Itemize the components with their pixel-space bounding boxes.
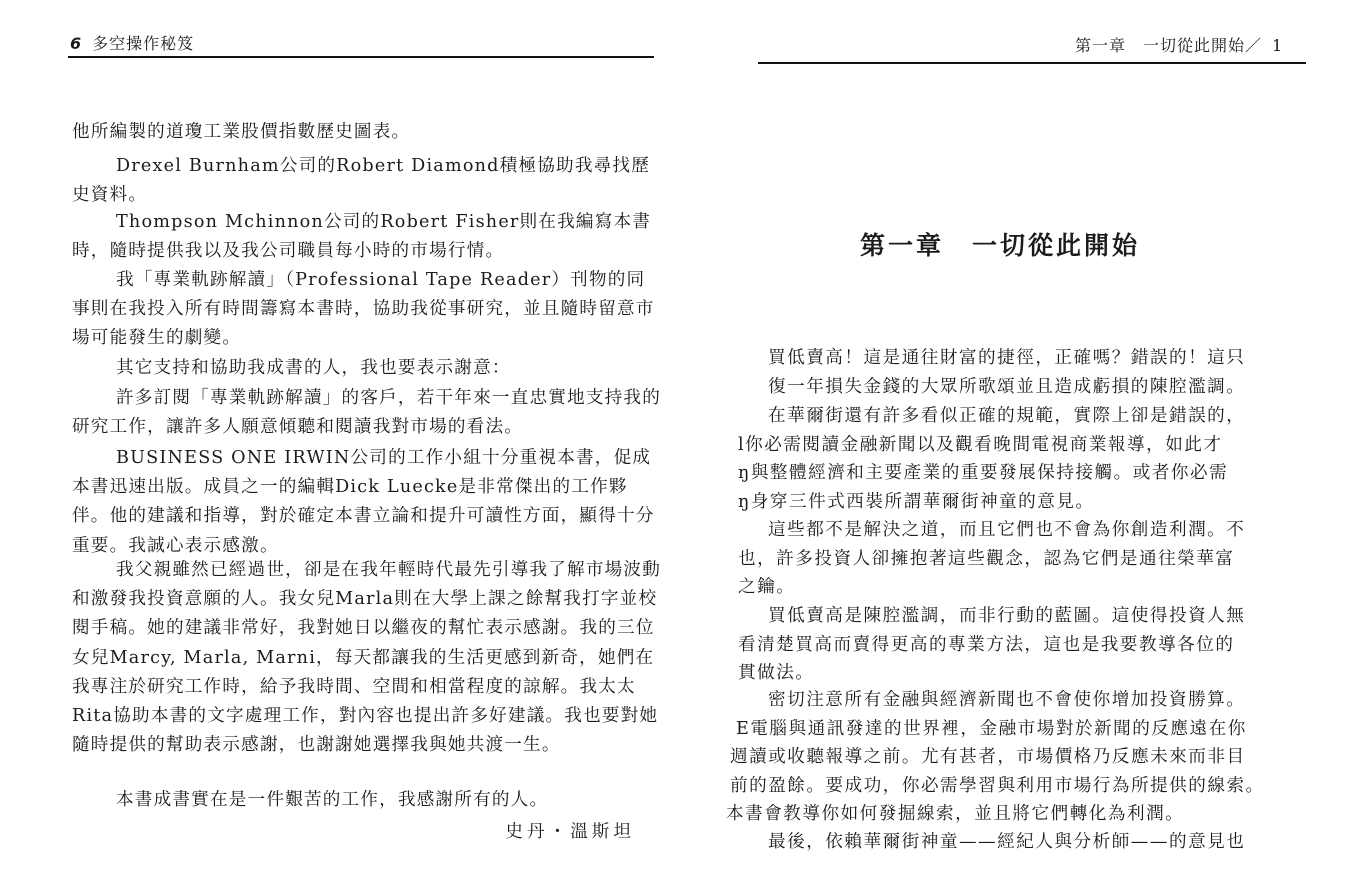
right-paragraph-line: 復一年損失金錢的大眾所歌頌並且造成虧損的陳腔濫調。 bbox=[768, 376, 1246, 397]
right-running-head bbox=[1075, 33, 1283, 56]
right-paragraph-line: E電腦與通訊發達的世界裡，金融市場對於新聞的反應遠在你 bbox=[736, 718, 1247, 739]
right-paragraph-line: l你必需閱讀金融新聞以及觀看晚間電視商業報導，如此才 bbox=[738, 434, 1223, 455]
left-paragraph: 他所編製的道瓊工業股價指數歷史圖表。 bbox=[72, 122, 411, 142]
right-paragraph-line: 最後，依賴華爾街神童——經紀人與分析師——的意見也 bbox=[768, 832, 1246, 852]
right-page-number: 1 bbox=[1272, 36, 1284, 55]
left-page-number: 6 bbox=[70, 34, 83, 53]
left-paragraph: BUSINESS ONE IRWIN公司的工作小組十分重視本書，促成本書迅速出版。成員之一的編輯Dick Luecke是非常傑出的工作夥伴。他的建議和指導，對於確定本書立論和提升可讀性方面，顯得十分重要。我誠心表示感激。 bbox=[72, 448, 655, 556]
right-paragraph-line: 週讀或收聽報導之前。尤有甚者，市場價格乃反應未來而非目 bbox=[730, 747, 1246, 768]
left-paragraph: 許多訂閱「專業軌跡解讀」的客戶，若干年來一直忠實地支持我的研究工作，讓許多人願意傾聽和閱讀我對市場的看法。 bbox=[72, 388, 662, 438]
right-paragraph-line: 前的盈餘。要成功，你必需學習與利用市場行為所提供的線索。 bbox=[730, 775, 1265, 796]
book-title: 多空操作秘笈 bbox=[92, 34, 195, 53]
left-paragraph: Drexel Burnham公司的Robert Diamond積極協助我尋找歷史資料。 bbox=[72, 156, 650, 206]
right-paragraph-line: 本書會教導你如何發掘線索，並且將它們轉化為利潤。 bbox=[726, 804, 1185, 825]
right-paragraph-line: 這些都不是解決之道，而且它們也不會為你創造利潤。不 bbox=[768, 520, 1246, 540]
left-running-head bbox=[70, 31, 194, 54]
right-paragraph-line: 密切注意所有金融與經濟新聞也不會使你增加投資勝算。 bbox=[768, 690, 1246, 710]
author-signature: 史丹・溫斯坦 bbox=[505, 822, 635, 842]
right-page bbox=[690, 0, 1371, 880]
chapter-label: 第一章 一切從此開始／ bbox=[1075, 36, 1263, 55]
right-paragraph-line: 之鑰。 bbox=[738, 577, 796, 598]
right-paragraph-line: ŋ身穿三件式西裝所謂華爾街神童的意見。 bbox=[738, 491, 1095, 512]
left-paragraph: Thompson Mchinnon公司的Robert Fisher則在我編寫本書時，隨時提供我以及我公司職員每小時的市場行情。 bbox=[72, 212, 652, 262]
left-paragraph: 本書成書實在是一件艱苦的工作，我感謝所有的人。 bbox=[116, 790, 549, 810]
chapter-title: 第一章 一切從此開始 bbox=[860, 231, 1141, 260]
right-paragraph-line: 看清楚買高而賣得更高的專業方法，這也是我要教導各位的 bbox=[738, 634, 1235, 655]
left-paragraph: 其它支持和協助我成書的人，我也要表示謝意： bbox=[116, 358, 511, 378]
right-paragraph-line: 買低賣高！這是通往財富的捷徑，正確嗎？錯誤的！這只 bbox=[768, 348, 1246, 368]
right-paragraph-line: 在華爾街還有許多看似正確的規範，實際上卻是錯誤的， bbox=[768, 406, 1246, 426]
right-paragraph-line: 貫做法。 bbox=[738, 663, 815, 684]
right-header-rule bbox=[758, 62, 1306, 64]
right-paragraph-line: 也，許多投資人卻擁抱著這些觀念，認為它們是通往榮華富 bbox=[738, 548, 1235, 569]
left-header-rule bbox=[68, 56, 654, 58]
left-paragraph: 我「專業軌跡解讀」（Professional Tape Reader）刊物的同事則在我投入所有時間籌寫本書時，協助我從事研究，並且隨時留意市場可能發生的劇變。 bbox=[72, 270, 655, 349]
left-paragraph: 我父親雖然已經過世，卻是在我年輕時代最先引導我了解市場波動和激發我投資意願的人。我女兒Marla則在大學上課之餘幫我打字並校閱手稿。她的建議非常好，我對她日以繼夜的幫忙表示感謝。我的三位女兒Marcy, Marla, Marni，每天都讓我的生活更感到新奇，她們在我專注於研究工作時，給予我時間、空間和相當程度的諒解。我太太Rita協助本書的文字處理工作，對內容也提出許多好建議。我也要對她隨時提供的幫助表示感謝，也謝謝她選擇我與她共渡一生。 bbox=[72, 560, 662, 756]
right-paragraph-line: ŋ與整體經濟和主要產業的重要發展保持接觸。或者你必需 bbox=[738, 463, 1229, 484]
right-paragraph-line: 買低賣高是陳腔濫調，而非行動的藍圖。這使得投資人無 bbox=[768, 606, 1246, 626]
